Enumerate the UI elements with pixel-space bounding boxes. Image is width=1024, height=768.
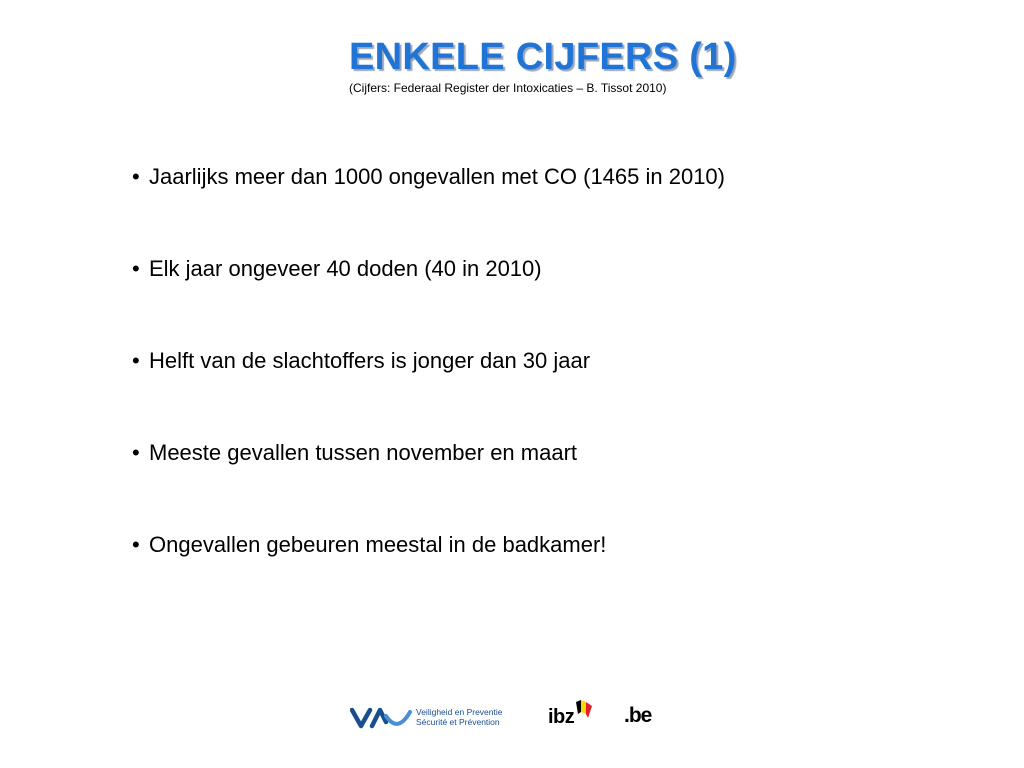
belgian-flag-icon	[548, 698, 594, 734]
bullet-item	[132, 252, 725, 344]
bullet-text: Elk jaar ongeveer 40 doden (40 in 2010)	[149, 256, 542, 281]
ibz-logo-text: ibz	[548, 706, 575, 728]
veiligheid-preventie-logo	[350, 704, 412, 730]
vp-logo-text	[416, 707, 502, 727]
bullet-text: Jaarlijks meer dan 1000 ongevallen met CO (1465 in 2010)	[149, 164, 725, 189]
footer-logo-bar	[350, 696, 670, 740]
vp-swoosh-icon	[350, 704, 412, 730]
slide-title: ENKELE CIJFERS (1)	[349, 36, 737, 78]
be-logo: .be	[624, 704, 652, 727]
bullet-dot-icon: •	[132, 440, 140, 465]
bullet-dot-icon: •	[132, 256, 140, 281]
bullet-text: Meeste gevallen tussen november en maart	[149, 440, 578, 465]
vp-logo-line1: Veiligheid en Preventie	[416, 707, 503, 717]
bullet-dot-icon: •	[132, 532, 140, 557]
bullet-dot-icon: •	[132, 348, 140, 373]
bullet-dot-icon: •	[132, 164, 140, 189]
ibz-logo	[548, 698, 594, 734]
bullet-list	[132, 160, 725, 620]
bullet-text: Helft van de slachtoffers is jonger dan 30 jaar	[149, 348, 591, 373]
bullet-item	[132, 344, 725, 436]
bullet-text: Ongevallen gebeuren meestal in de badkamer!	[149, 532, 607, 557]
bullet-item	[132, 528, 725, 620]
vp-logo-line2: Sécurité et Prévention	[416, 717, 500, 727]
bullet-item	[132, 436, 725, 528]
slide-subtitle: (Cijfers: Federaal Register der Intoxicaties – B. Tissot 2010)	[349, 81, 667, 95]
bullet-item	[132, 160, 725, 252]
